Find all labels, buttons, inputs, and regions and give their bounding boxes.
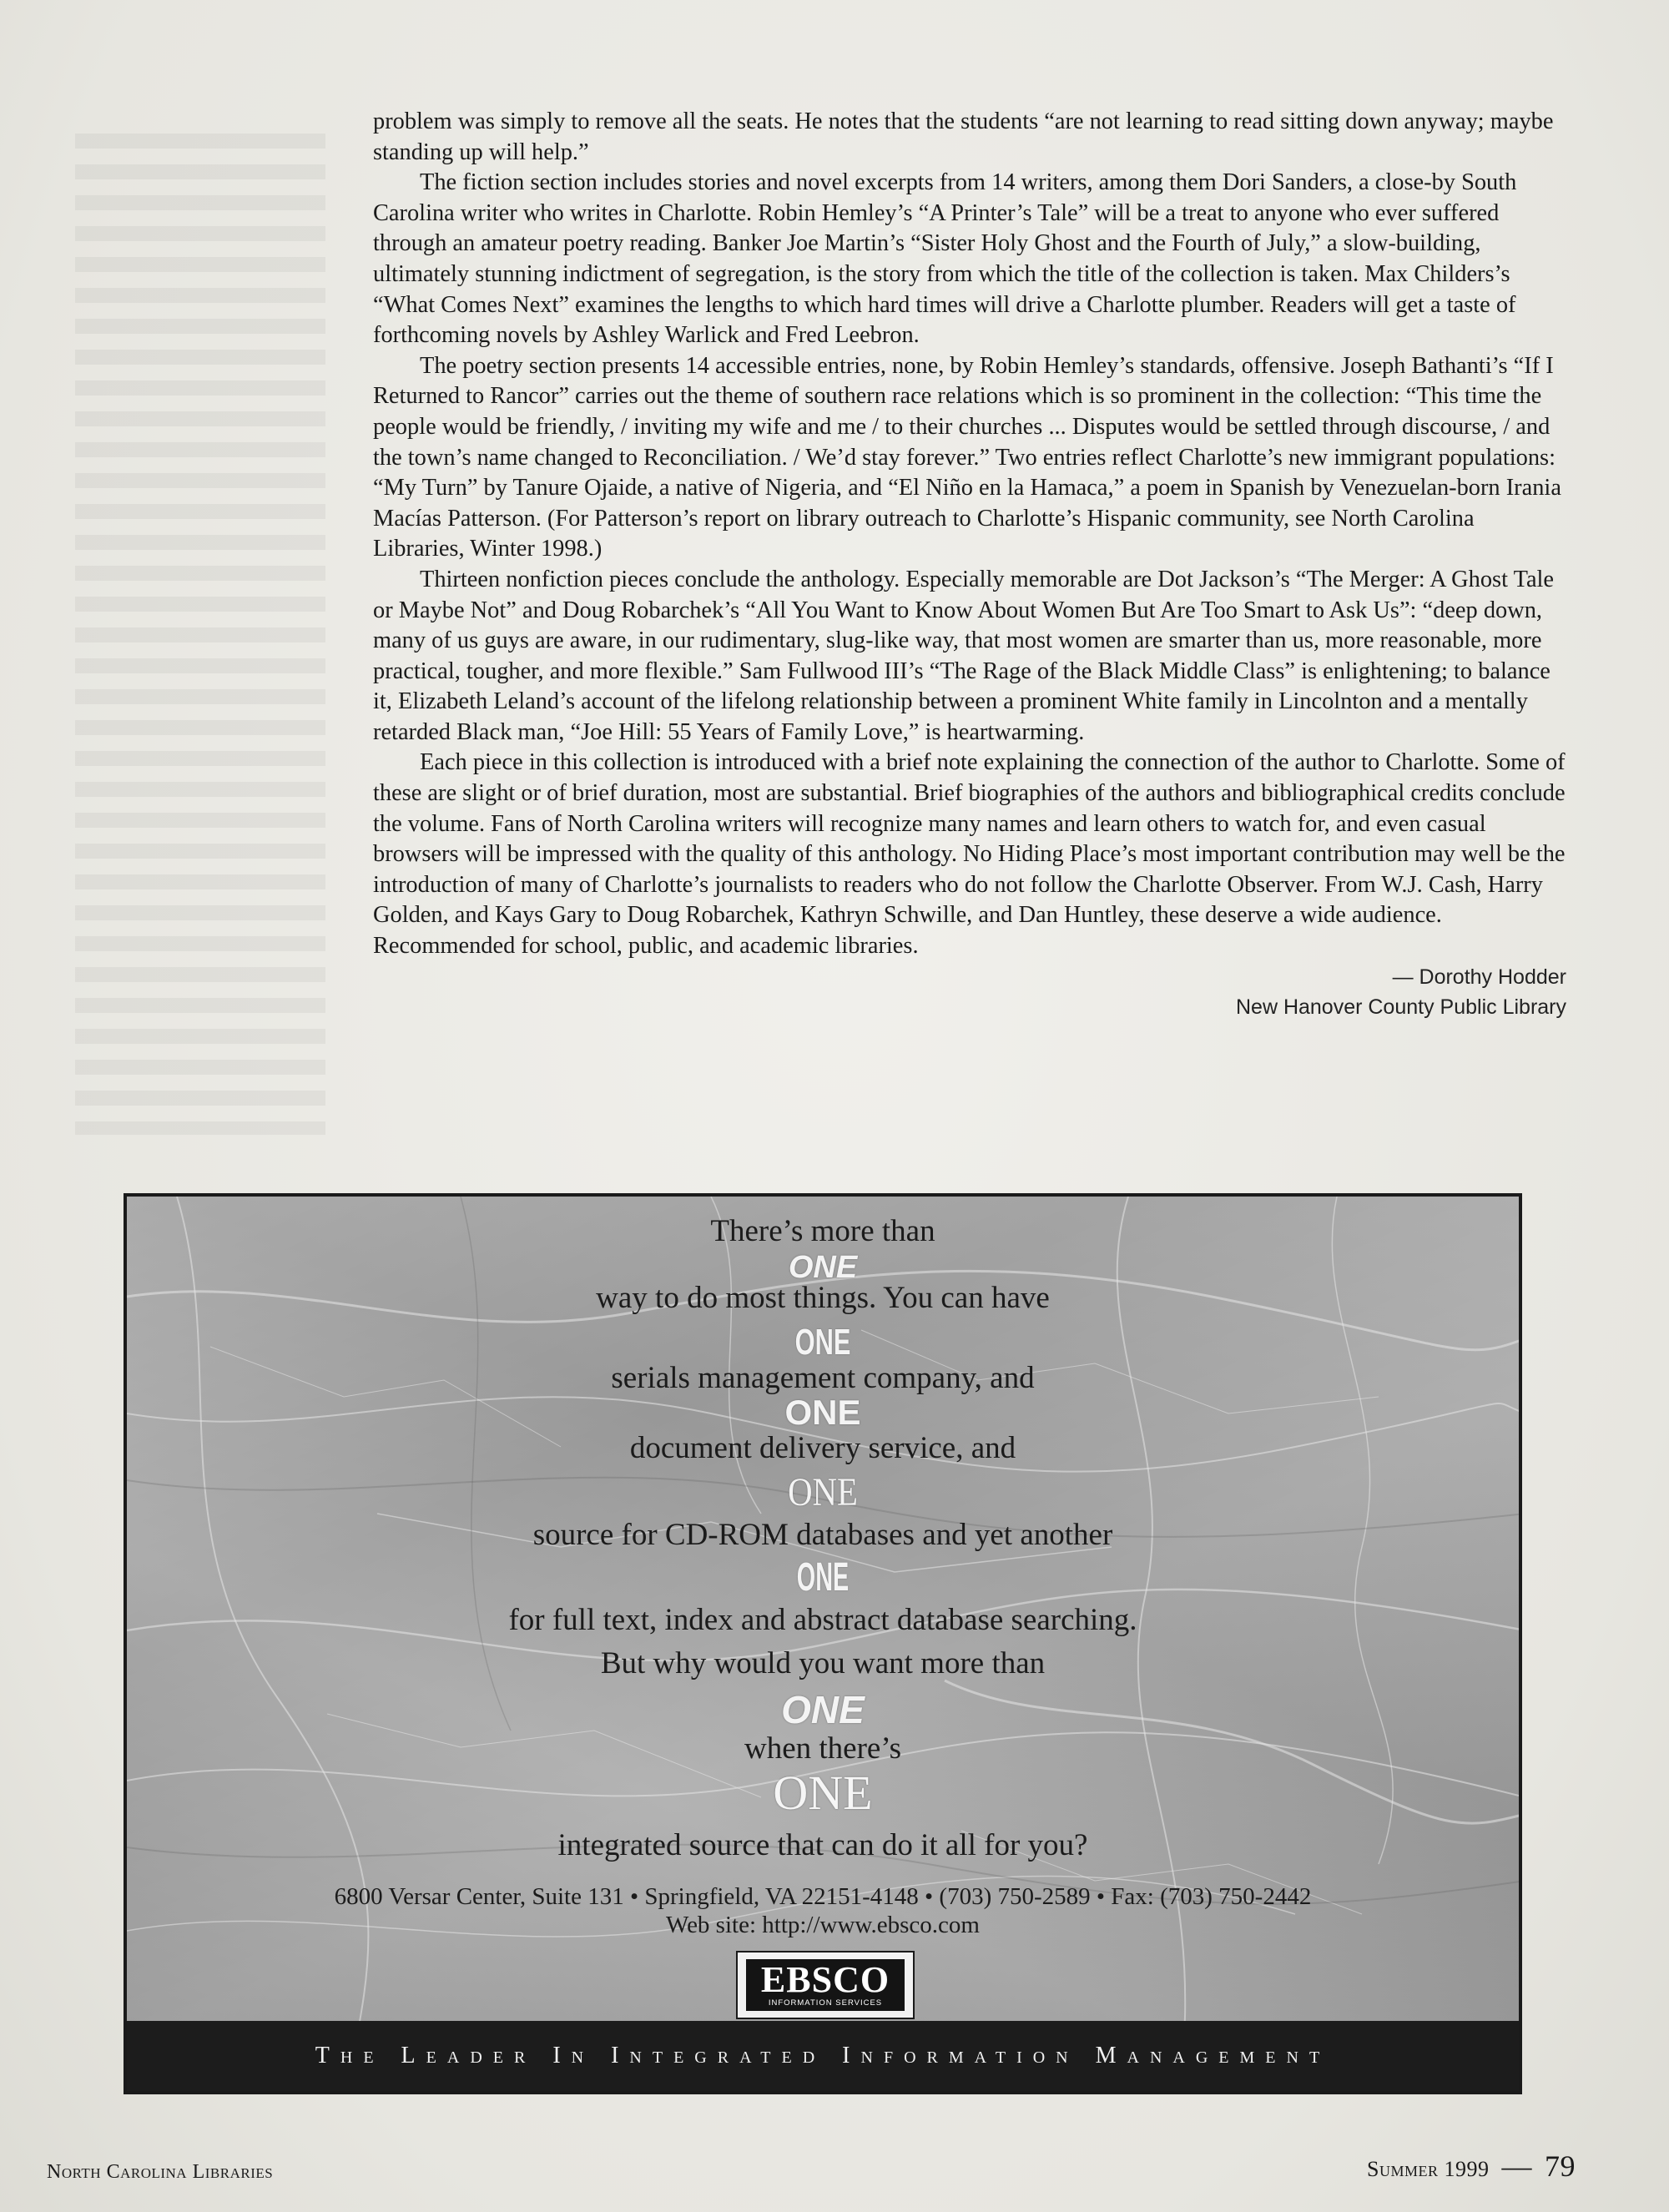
review-paragraph: Each piece in this collection is introduced with a brief note explaining the connection of the author to Charlotte. Some of these are slight or of brief duration, most are substantial. Brief biographies of the authors and bibliographical credits conclude the volume. Fans of North Carolina writers will recognize many names and learn others to watch for, and even casual browsers will be impressed with the quality of this anthology. No Hiding Place’s most important contribution may well be the introduction of many of Charlotte’s journalists to readers who do not follow the Charlotte Observer. From W.J. Cash, Harry Golden, and Kays Gary to Doug Robarchek, Kathryn Schwille, and Dan Huntley, these deserve a wide audience. Recommended for school, public, and academic libraries. (373, 749, 1566, 960)
footer-separator: — (1501, 2149, 1532, 2183)
bleed-through-decoration (75, 134, 325, 1135)
ad-text-line: source for CD-ROM databases and yet another (532, 1518, 1113, 1552)
page-number: 79 (1545, 2149, 1576, 2183)
review-paragraph: problem was simply to remove all the seats. He notes that the students “are not learning to read sitting down anyway; maybe standing up will help.” (373, 108, 1554, 165)
ad-text-line: for full text, index and abstract database searching. (508, 1603, 1137, 1637)
ebsco-advertisement (124, 1193, 1522, 2094)
ebsco-logo-word: EBSCO (760, 1959, 890, 2000)
book-review (373, 107, 1566, 1022)
ad-one-word: ONE (773, 1766, 873, 1820)
ad-tagline: The Leader In Integrated Information Management (315, 2043, 1331, 2068)
footer-issue-label: Summer 1999 (1367, 2157, 1490, 2181)
ebsco-logo-subtitle: INFORMATION SERVICES (768, 1998, 883, 2008)
reviewer-affiliation: New Hanover County Public Library (1235, 995, 1566, 1019)
ad-text-line: serials management company, and (611, 1361, 1035, 1395)
ad-address: 6800 Versar Center, Suite 131 • Springfield, VA 22151-4148 • (703) 750-2589 • Fax: (703) 750-2442 (334, 1883, 1312, 1910)
ad-text-line: when there’s (744, 1731, 902, 1766)
footer-issue (1367, 2149, 1576, 2184)
review-paragraph: The poetry section presents 14 accessible entries, none, by Robin Hemley’s standards, offensive. Joseph Bathanti’s “If I Returned to Rancor” carries out the theme of southern race relations which is so prominent in the collection: “This time the people would be friendly, / inviting my wife and me / to their churches ... Disputes would be settled through discourse, / and the town’s name changed to Reconciliation. / We’d stay forever.” Two entries reflect Charlotte’s new immigrant populations: “My Turn” by Tanure Ojaide, a native of Nigeria, and “El Niño en la Hamaca,” a poem in Spanish by Venezuelan-born Irania Macías Patterson. (For Patterson’s report on library outreach to Charlotte’s Hispanic community, see North Carolina Libraries, Winter 1998.) (373, 352, 1561, 562)
ad-text-line: There’s more than (710, 1214, 935, 1248)
ad-text-line: document delivery service, and (629, 1431, 1016, 1465)
ad-one-word: ONE (794, 1322, 851, 1363)
ad-one-word: ONE (781, 1688, 865, 1731)
ad-one-word: ONE (796, 1555, 850, 1600)
ebsco-logo (736, 1951, 915, 2019)
footer-journal-name: North Carolina Libraries (47, 2161, 274, 2183)
ad-one-word: ONE (784, 1393, 861, 1432)
reviewer-name: — Dorothy Hodder (1392, 965, 1566, 989)
ad-website: Web site: http://www.ebsco.com (666, 1912, 980, 1938)
ad-text-line: But why would you want more than (600, 1646, 1046, 1680)
ad-text-line: way to do most things. You can have (596, 1281, 1050, 1315)
ad-one-word: ONE (788, 1470, 858, 1514)
tagline-bar (127, 2021, 1519, 2091)
ad-one-word: ONE (788, 1250, 858, 1285)
review-paragraph: Thirteen nonfiction pieces conclude the anthology. Especially memorable are Dot Jackson’s “The Merger: A Ghost Tale or Maybe Not” and Doug Robarchek’s “All You Want to Know About Women But Are Too Smart to Ask Us”: “deep down, many of us guys are aware, in our rudimentary, slug-like way, that most women are smarter than us, more reasonable, more practical, tougher, and more flexible.” Sam Fullwood III’s “The Rage of the Black Middle Class” is enlightening; to balance it, Elizabeth Leland’s account of the lifelong relationship between a prominent White family in Lincolnton and a mentally retarded Black man, “Joe Hill: 55 Years of Family Love,” is heartwarming. (373, 566, 1555, 745)
ad-text-line: integrated source that can do it all for you? (557, 1828, 1088, 1862)
review-paragraph: The fiction section includes stories and novel excerpts from 14 writers, among them Dori Sanders, a close-by South Carolina writer who writes in Charlotte. Robin Hemley’s “A Printer’s Tale” will be a treat to anyone who ever suffered through an amateur poetry reading. Banker Joe Martin’s “Sister Holy Ghost and the Fourth of July,” a slow-building, ultimately stunning indictment of segregation, is the story from which the title of the collection is taken. Max Childers’s “What Comes Next” examines the lengths to which hard times will drive a Charlotte plumber. Readers will get a taste of forthcoming novels by Ashley Warlick and Fred Leebron. (373, 169, 1517, 349)
